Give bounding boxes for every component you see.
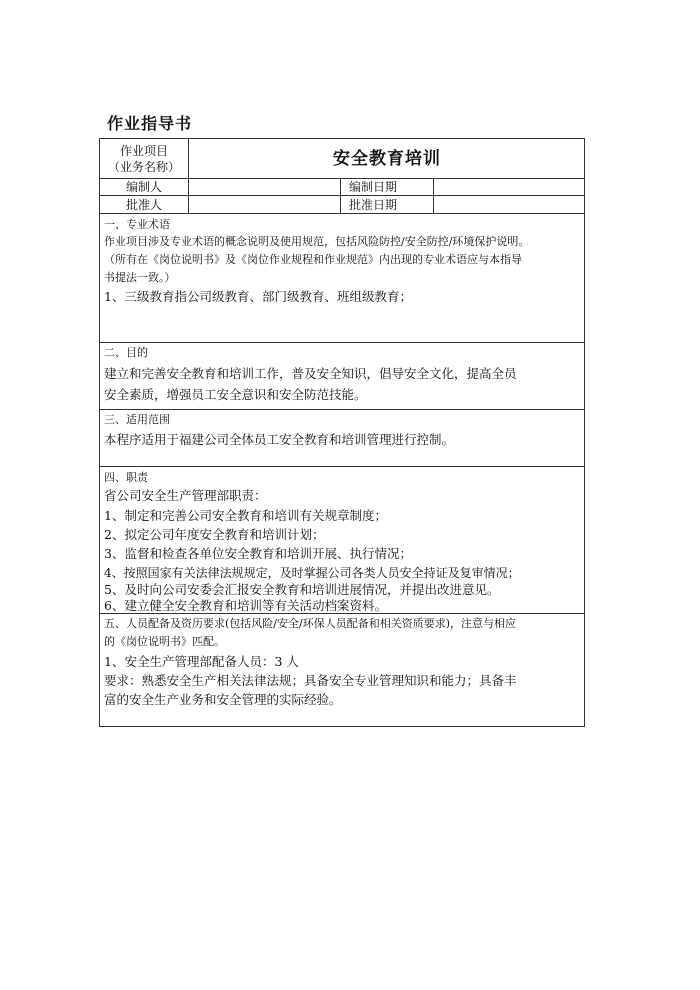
section-duties-line: 省公司安全生产管理部职责： — [104, 488, 267, 503]
section-duties-line: 1、制定和完善公司安全教育和培训有关规章制度； — [104, 508, 387, 523]
divider — [99, 409, 585, 410]
section-terms-item: 1、三级教育指公司级教育、部门级教育、班组级教育； — [104, 289, 412, 304]
item-label-line1: 作业项目 — [119, 144, 168, 158]
item-label-line2: （业务名称） — [107, 160, 180, 174]
divider — [99, 213, 585, 214]
section-duties-line: 2、拟定公司年度安全教育和培训计划； — [104, 527, 325, 542]
section-duties-line: 6、建立健全安全教育和培训等有关活动档案资料。 — [104, 598, 387, 613]
document-title: 作业指导书 — [107, 114, 193, 133]
section-purpose-line: 建立和完善安全教育和培训工作，普及安全知识，倡导安全文化，提高全员 — [104, 366, 517, 381]
section-scope-line: 本程序适用于福建公司全体员工安全教育和培训管理进行控制。 — [104, 432, 455, 447]
section-duties-line: 4、按照国家有关法律法规规定，及时掌握公司各类人员安全持证及复审情况； — [104, 566, 520, 580]
divider — [99, 195, 585, 196]
divider — [99, 342, 585, 343]
section-purpose-heading: 二、目的 — [104, 346, 148, 359]
section-staffing-heading: 五、人员配备及资历要求(包括风险/安全/环保人员配备和相关资质要求)，注意与相应 — [104, 617, 516, 630]
section-staffing-line: 1、安全生产管理部配备人员：3 人 — [104, 654, 299, 669]
approver-label: 批准人 — [125, 198, 162, 212]
compiler-label: 编制人 — [125, 180, 162, 194]
divider — [99, 466, 585, 467]
section-duties-line: 3、监督和检查各单位安全教育和培训开展、执行情况； — [104, 546, 412, 561]
item-label — [100, 143, 188, 175]
section-staffing-line: 富的安全生产业务和安全管理的实际经验。 — [104, 692, 342, 707]
section-staffing-line: 要求：熟悉安全生产相关法律法规；具备安全专业管理知识和能力；具备丰 — [104, 673, 517, 688]
section-duties-heading: 四、职责 — [104, 471, 148, 484]
section-terms-line: （所有在《岗位说明书》及《岗位作业规程和作业规范》内出现的专业术语应与本指导 — [104, 253, 522, 266]
approve-date-label: 批准日期 — [349, 198, 398, 212]
section-terms-heading: 一、专业术语 — [104, 218, 170, 231]
compile-date-label: 编制日期 — [349, 180, 398, 194]
item-value: 安全教育培训 — [333, 149, 441, 169]
section-terms-line: 书提法一致。） — [104, 271, 176, 284]
section-terms-line: 作业项目涉及专业术语的概念说明及使用规范，包括风险防控/安全防控/环境保护说明。 — [104, 235, 530, 248]
section-purpose-line: 安全素质，增强员工安全意识和安全防范技能。 — [104, 387, 367, 402]
section-scope-heading: 三、适用范围 — [104, 413, 170, 426]
section-duties-line: 5、及时向公司安委会汇报安全教育和培训进展情况，并提出改进意见。 — [104, 582, 500, 597]
section-staffing-heading: 的《岗位说明书》匹配。 — [104, 635, 225, 648]
